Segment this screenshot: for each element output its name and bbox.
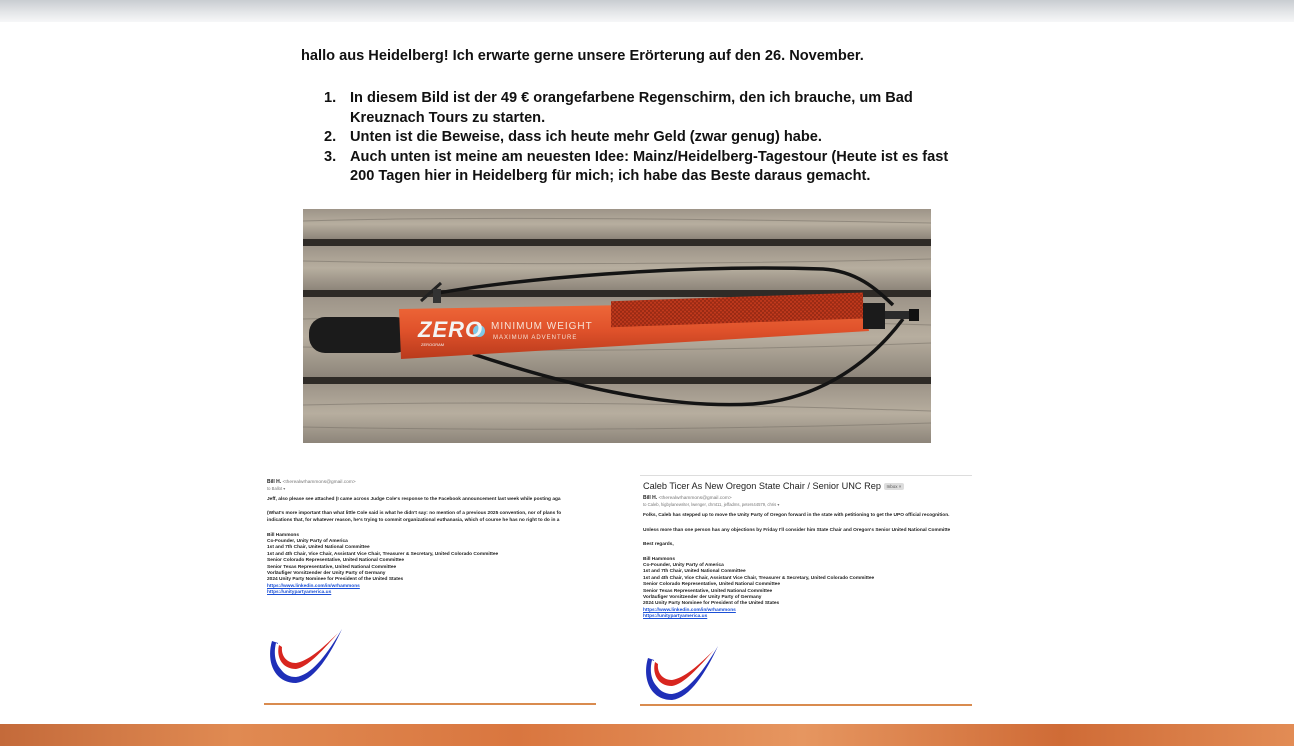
goal-text: In diesem Bild ist der 49 € orangefarbene Regenschirm, den ich brauche, um Bad Kreuznach Tours zu starten. <box>350 90 913 126</box>
goal-text: Unten ist die Beweise, dass ich heute mehr Geld (zwar genug) habe. <box>350 129 822 145</box>
bottom-background-band <box>0 724 1294 746</box>
sender-line <box>643 495 972 501</box>
unity-party-logo <box>266 625 344 689</box>
umbrella-print-line1: MINIMUM WEIGHT <box>491 321 593 332</box>
website-link[interactable]: https://unitypartyamerica.us <box>643 614 708 620</box>
sender-name: Bill H. <box>267 479 282 485</box>
umbrella-brand-sub: ZEROGRAM <box>421 342 445 347</box>
umbrella-brand: ZERO <box>418 317 484 342</box>
signature-line: Co-Founder, Unity Party of America <box>267 538 348 544</box>
signature-line: 1st and 4th Chair, Vice Chair, Assistant Vice Chair, Treasurer & Secretary, United Colorado Committee <box>267 551 499 557</box>
email-paragraph: Folks, Caleb has stepped up to move the Unity Party of Oregon forward in the state with petitioning to get the UPO official recognition. <box>643 513 950 518</box>
goal-number: 2. <box>324 129 337 145</box>
divider-rule <box>640 704 972 706</box>
email-paragraph: Unless more than one person has any objections by Friday I'll consider him State Chair and Oregon's Senior United National Committe <box>643 527 951 533</box>
website-link[interactable]: https://unitypartyamerica.us <box>267 590 332 596</box>
signature-line: Senior Texas Representative, United National Committee <box>267 564 397 570</box>
email-screenshot-right <box>640 475 972 706</box>
email-paragraph: (What's more important than what little Cole said is what he didn't say: no mention of a previous 2025 convention, nor of plans fo <box>267 510 562 516</box>
email-screenshot-left <box>264 475 596 705</box>
umbrella-print-line2: MAXIMUM ADVENTURE <box>493 335 578 341</box>
subject-text: Caleb Ticer As New Oregon State Chair / Senior UNC Rep <box>643 481 881 491</box>
sender-line <box>267 479 596 485</box>
goal-text: Auch unten ist meine am neuesten Idee: Mainz/Heidelberg-Tagestour (Heute ist es fast 200 Tagen hier in Heidelberg für mich; ich habe das Beste daraus gemacht. <box>350 148 949 184</box>
signature-line: Senior Colorado Representative, United National Committee <box>267 558 405 564</box>
email-signature <box>643 557 972 621</box>
signature-line: 1st and 7th Chair, United National Committee <box>643 569 746 575</box>
divider-rule <box>264 703 596 705</box>
signature-line: 1st and 4th Chair, Vice Chair, Assistant Vice Chair, Treasurer & Secretary, United Colorado Committee <box>643 575 875 581</box>
signature-line: 2024 Unity Party Nominee for President of the United States <box>267 577 404 583</box>
signature-line: Bill Hammons <box>643 556 675 562</box>
intro-line: hallo aus Heidelberg! Ich erwarte gerne unsere Erörterung auf den 26. November. <box>301 48 864 64</box>
goal-item <box>324 89 950 128</box>
sender-email: <therealwrhammons@gmail.com> <box>282 480 356 485</box>
signature-line: Co-Founder, Unity Party of America <box>643 562 724 568</box>
email-paragraph: indications that, for whatever reason, he's trying to commit organizational euthanasia, which of course he has no right to do in a <box>267 518 560 523</box>
signature-line: Bill Hammons <box>267 532 299 538</box>
goal-number: 1. <box>324 90 337 106</box>
recipients: to Ballot ▾ <box>267 486 286 491</box>
umbrella-photo <box>303 209 931 443</box>
email-subject <box>643 481 972 491</box>
recipients: to Caleb, higbylanewriter, lwenger, chmt11, jeffadms, peters44579, chris ▾ <box>643 502 780 507</box>
linkedin-link[interactable]: https://www.linkedin.com/in/wrhammons <box>267 583 360 589</box>
email-signature <box>267 533 596 597</box>
signature-line: Vorläufiger Vorsitzender der Unity Party of Germany <box>267 570 386 576</box>
goal-item <box>324 148 950 187</box>
sender-email: <therealwrhammons@gmail.com> <box>658 496 732 501</box>
goal-number: 3. <box>324 148 337 165</box>
top-background-band <box>0 0 1294 22</box>
signature-line: Senior Colorado Representative, United National Committee <box>643 582 781 588</box>
signature-line: Vorläufiger Vorsitzender der Unity Party of Germany <box>643 594 762 600</box>
linkedin-link[interactable]: https://www.linkedin.com/in/wrhammons <box>643 607 736 613</box>
email-paragraph: Best regards, <box>643 542 674 547</box>
sender-name: Bill H. <box>643 495 658 501</box>
inbox-badge: Inbox × <box>884 483 905 490</box>
goal-item <box>324 128 950 148</box>
unity-party-logo <box>642 642 720 706</box>
email-paragraph: Jeff, also please see attached (I came across Judge Cole's response to the Facebook announcement last week while posting aga <box>267 497 561 502</box>
signature-line: 1st and 7th Chair, United National Committee <box>267 545 370 551</box>
signature-line: 2024 Unity Party Nominee for President of the United States <box>643 601 780 607</box>
goals-list <box>324 89 950 187</box>
signature-line: Senior Texas Representative, United National Committee <box>643 588 773 594</box>
